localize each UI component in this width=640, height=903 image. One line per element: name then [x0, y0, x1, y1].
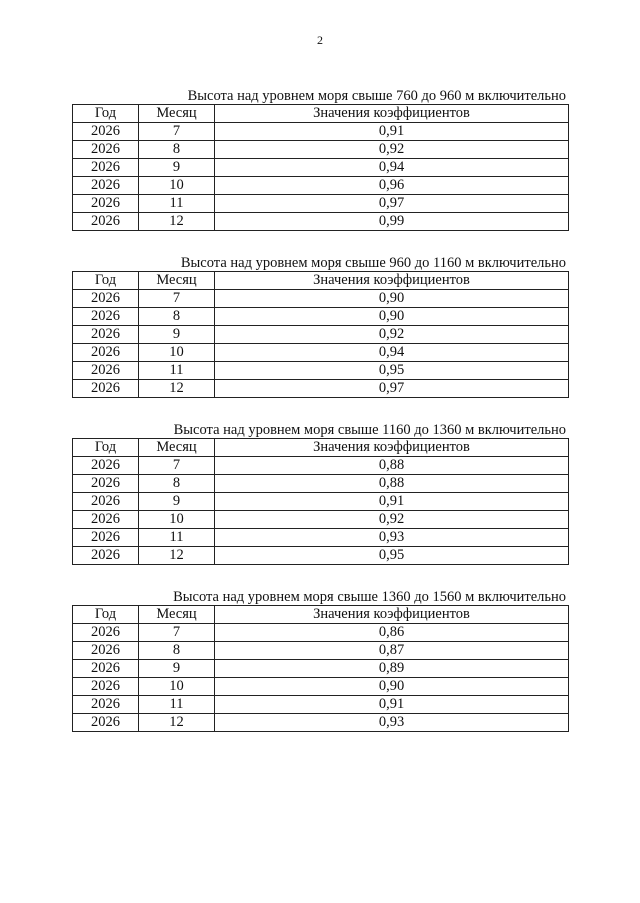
cell-year: 2026 — [73, 177, 139, 195]
cell-year: 2026 — [73, 547, 139, 565]
table-row — [73, 493, 569, 511]
column-header-year: Год — [73, 606, 139, 624]
table-row — [73, 123, 569, 141]
coefficient-section — [72, 255, 568, 398]
cell-month: 11 — [139, 529, 215, 547]
table-header-row — [73, 272, 569, 290]
table-row — [73, 344, 569, 362]
cell-month: 7 — [139, 457, 215, 475]
cell-year: 2026 — [73, 123, 139, 141]
coefficient-section — [72, 88, 568, 231]
cell-year: 2026 — [73, 213, 139, 231]
cell-value: 0,94 — [215, 344, 569, 362]
cell-year: 2026 — [73, 678, 139, 696]
cell-value: 0,91 — [215, 696, 569, 714]
page-number: 2 — [317, 33, 323, 47]
cell-month: 12 — [139, 547, 215, 565]
table-header-row — [73, 439, 569, 457]
table-row — [73, 326, 569, 344]
cell-value: 0,91 — [215, 493, 569, 511]
cell-month: 7 — [139, 290, 215, 308]
cell-month: 9 — [139, 660, 215, 678]
table-row — [73, 213, 569, 231]
cell-value: 0,95 — [215, 362, 569, 380]
cell-year: 2026 — [73, 380, 139, 398]
cell-year: 2026 — [73, 660, 139, 678]
table-row — [73, 308, 569, 326]
cell-month: 8 — [139, 308, 215, 326]
cell-year: 2026 — [73, 326, 139, 344]
table-row — [73, 547, 569, 565]
section-title: Высота над уровнем моря свыше 1160 до 1360 м включительно — [173, 422, 566, 438]
table-row — [73, 380, 569, 398]
cell-year: 2026 — [73, 195, 139, 213]
cell-year: 2026 — [73, 642, 139, 660]
column-header-year: Год — [73, 105, 139, 123]
cell-year: 2026 — [73, 511, 139, 529]
coefficient-table — [72, 104, 569, 231]
cell-year: 2026 — [73, 714, 139, 732]
cell-month: 10 — [139, 344, 215, 362]
cell-value: 0,86 — [215, 624, 569, 642]
column-header-value: Значения коэффициентов — [215, 105, 569, 123]
cell-value: 0,93 — [215, 714, 569, 732]
cell-value: 0,90 — [215, 308, 569, 326]
cell-value: 0,88 — [215, 475, 569, 493]
column-header-month: Месяц — [139, 606, 215, 624]
cell-value: 0,99 — [215, 213, 569, 231]
cell-value: 0,95 — [215, 547, 569, 565]
table-header-row — [73, 606, 569, 624]
cell-month: 12 — [139, 380, 215, 398]
cell-month: 8 — [139, 475, 215, 493]
table-row — [73, 511, 569, 529]
table-row — [73, 195, 569, 213]
cell-year: 2026 — [73, 308, 139, 326]
cell-value: 0,90 — [215, 678, 569, 696]
cell-year: 2026 — [73, 624, 139, 642]
table-row — [73, 290, 569, 308]
cell-month: 8 — [139, 141, 215, 159]
cell-value: 0,97 — [215, 195, 569, 213]
cell-value: 0,90 — [215, 290, 569, 308]
column-header-month: Месяц — [139, 105, 215, 123]
coefficient-section — [72, 589, 568, 732]
cell-value: 0,87 — [215, 642, 569, 660]
cell-value: 0,93 — [215, 529, 569, 547]
coefficient-section — [72, 422, 568, 565]
table-row — [73, 714, 569, 732]
section-title: Высота над уровнем моря свыше 1360 до 1560 м включительно — [173, 589, 566, 605]
cell-month: 11 — [139, 362, 215, 380]
cell-value: 0,96 — [215, 177, 569, 195]
cell-month: 7 — [139, 123, 215, 141]
column-header-value: Значения коэффициентов — [215, 606, 569, 624]
cell-month: 8 — [139, 642, 215, 660]
table-row — [73, 362, 569, 380]
table-row — [73, 624, 569, 642]
cell-year: 2026 — [73, 696, 139, 714]
section-title: Высота над уровнем моря свыше 760 до 960 м включительно — [187, 88, 566, 104]
table-row — [73, 177, 569, 195]
column-header-month: Месяц — [139, 272, 215, 290]
table-row — [73, 660, 569, 678]
cell-value: 0,97 — [215, 380, 569, 398]
cell-value: 0,91 — [215, 123, 569, 141]
table-row — [73, 475, 569, 493]
cell-value: 0,92 — [215, 141, 569, 159]
table-row — [73, 696, 569, 714]
column-header-year: Год — [73, 439, 139, 457]
column-header-year: Год — [73, 272, 139, 290]
cell-value: 0,92 — [215, 326, 569, 344]
cell-month: 9 — [139, 159, 215, 177]
cell-month: 12 — [139, 714, 215, 732]
cell-value: 0,89 — [215, 660, 569, 678]
cell-month: 12 — [139, 213, 215, 231]
cell-year: 2026 — [73, 141, 139, 159]
cell-year: 2026 — [73, 290, 139, 308]
cell-year: 2026 — [73, 457, 139, 475]
table-header-row — [73, 105, 569, 123]
table-row — [73, 678, 569, 696]
column-header-value: Значения коэффициентов — [215, 272, 569, 290]
cell-year: 2026 — [73, 159, 139, 177]
cell-month: 9 — [139, 493, 215, 511]
coefficient-table — [72, 438, 569, 565]
table-row — [73, 529, 569, 547]
cell-year: 2026 — [73, 493, 139, 511]
coefficient-table — [72, 605, 569, 732]
column-header-month: Месяц — [139, 439, 215, 457]
cell-year: 2026 — [73, 362, 139, 380]
cell-month: 11 — [139, 195, 215, 213]
cell-value: 0,88 — [215, 457, 569, 475]
coefficient-table — [72, 271, 569, 398]
cell-value: 0,92 — [215, 511, 569, 529]
cell-year: 2026 — [73, 344, 139, 362]
cell-month: 7 — [139, 624, 215, 642]
cell-year: 2026 — [73, 475, 139, 493]
cell-month: 10 — [139, 177, 215, 195]
cell-month: 10 — [139, 678, 215, 696]
table-row — [73, 141, 569, 159]
cell-value: 0,94 — [215, 159, 569, 177]
cell-month: 11 — [139, 696, 215, 714]
cell-month: 9 — [139, 326, 215, 344]
column-header-value: Значения коэффициентов — [215, 439, 569, 457]
cell-month: 10 — [139, 511, 215, 529]
table-row — [73, 642, 569, 660]
section-title: Высота над уровнем моря свыше 960 до 1160 м включительно — [180, 255, 566, 271]
cell-year: 2026 — [73, 529, 139, 547]
table-row — [73, 159, 569, 177]
table-row — [73, 457, 569, 475]
